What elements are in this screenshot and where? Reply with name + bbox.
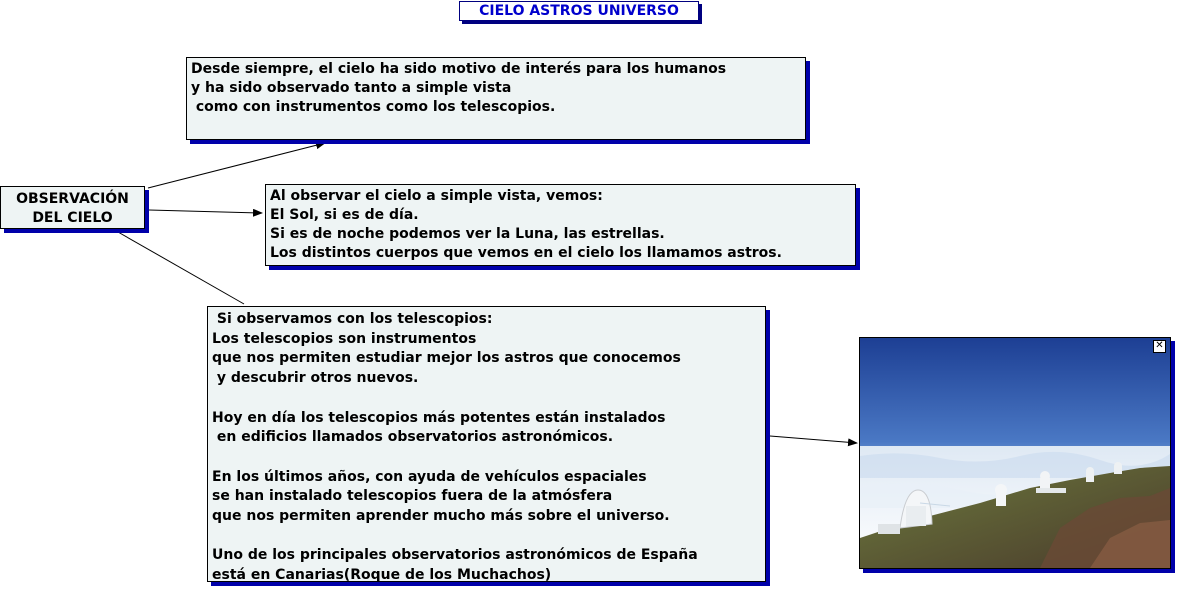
connector-history: [148, 143, 325, 188]
close-icon[interactable]: ✕: [1153, 340, 1166, 353]
concept-box-history[interactable]: Desde siempre, el cielo ha sido motivo de interés para los humanos y ha sido observado tanto a simple vista como con instrumentos como los telescopios.: [186, 57, 806, 140]
concept-observacion-del-cielo[interactable]: OBSERVACIÓN DEL CIELO: [0, 186, 145, 229]
connector-telescopes: [118, 232, 244, 304]
map-title: CIELO ASTROS UNIVERSO: [459, 1, 699, 21]
connector-naked-eye: [149, 210, 262, 213]
concept-box-telescopes[interactable]: Si observamos con los telescopios: Los telescopios son instrumentos que nos permiten estudiar mejor los astros que conocemos y descubrir otros nuevos. Hoy en día los telescopios más potentes están instalados en edificios llamados observatorios astronómicos. En los últimos años, con ayuda de vehículos espaciales se han instalado telescopios fuera de la atmósfera que nos permiten aprender mucho más sobre el universo. Uno de los principales observatorios astronómicos de España está en Canarias(Roque de los Muchachos): [207, 306, 766, 582]
observatory-image: [860, 338, 1170, 568]
concept-box-naked-eye[interactable]: Al observar el cielo a simple vista, vemos: El Sol, si es de día. Si es de noche podemos ver la Luna, las estrellas. Los distintos cuerpos que vemos en el cielo los llamamos astros.: [265, 184, 856, 266]
observatory-photo[interactable]: [859, 337, 1171, 569]
connector-photo: [770, 436, 857, 443]
